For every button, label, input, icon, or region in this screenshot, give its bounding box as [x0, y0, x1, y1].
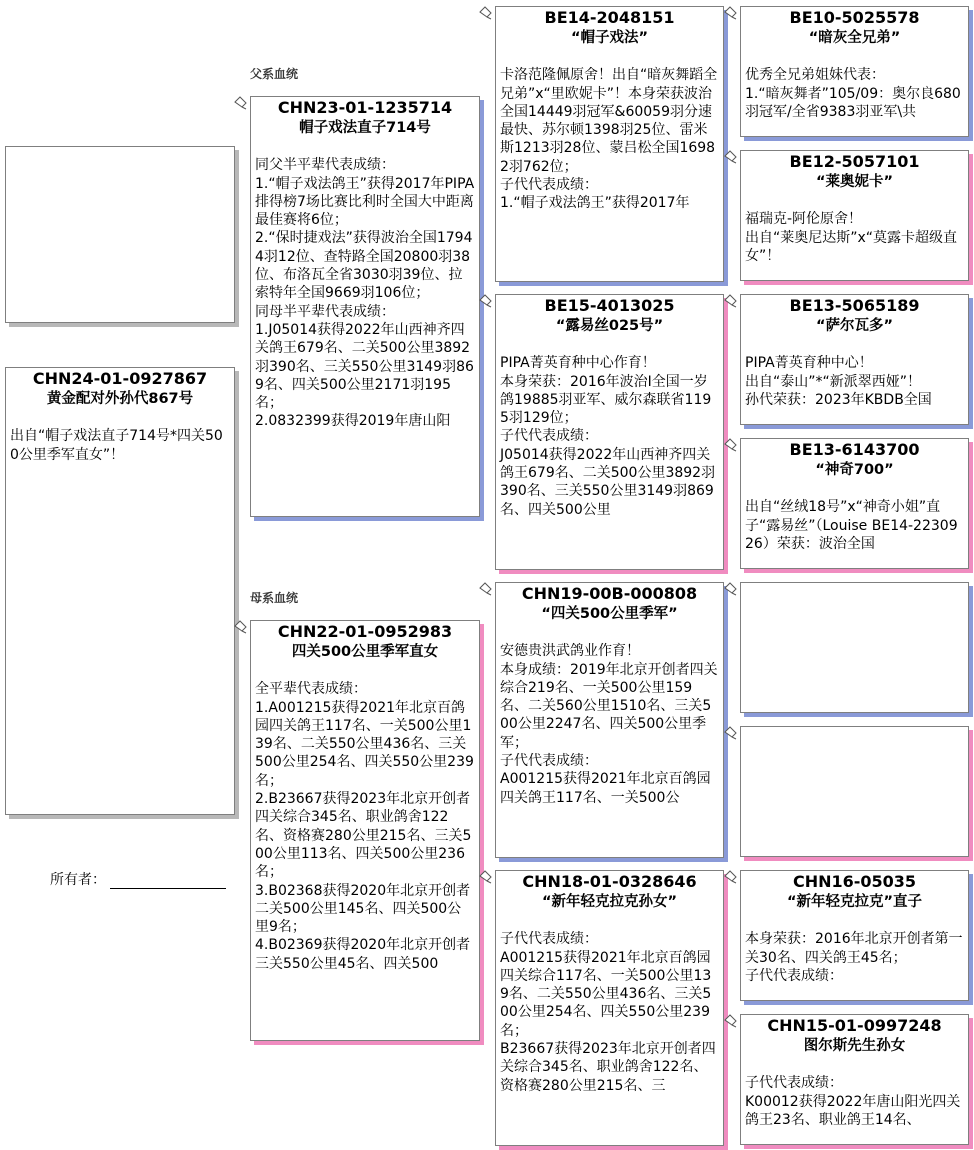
ggp-5-card-empty	[740, 582, 969, 713]
sire-card	[250, 96, 480, 517]
ggp2-ring: BE12-5057101	[789, 152, 920, 171]
connector-icon	[479, 294, 493, 308]
connector-icon	[724, 438, 738, 452]
ggp-6-card-empty	[740, 726, 969, 857]
dam-text: 全平辈代表成绩： 1.A001215获得2021年北京百鸽园四关鸽王117名、一关500公里139名、二关550公里436名、三关500公里254名、四关550公里239名； 2.B23667获得2023年北京开创者四关综合345名、职业鸽舍122名、资格赛280公里215名、三关500公里113名、四关500公里236名； 3.B02368获得2020年北京开创者二关500公里145名、四关500公里9名； 4.B02369获得2020年北京开创者三关550公里45名、四关500	[255, 681, 474, 972]
ggp-7-card	[740, 870, 969, 1001]
ggp-3-card	[740, 294, 969, 425]
gp-ds-name: “四关500公里季军”	[541, 606, 678, 622]
grandsire-paternal-card	[495, 6, 724, 282]
ggp4-text: 出自“丝绒18号”x“神奇小姐”直子“露易丝”（Louise BE14-2230926）荣获：波治全国	[745, 499, 958, 552]
gp-ds-text: 安德贵洪武鸽业作育！ 本身成绩：2019年北京开创者四关综合219名、一关500公里159名、二关560公里1510名、三关500公里2247名、四关500公里季军； 子代代表成绩： A001215获得2021年北京百鸽园四关鸽王117名、一关500公	[500, 643, 718, 806]
ggp8-text: 子代代表成绩： K00012获得2022年唐山阳光四关鸽王23名、职业鸽王14名、	[745, 1075, 961, 1128]
ggp8-ring: CHN15-01-0997248	[767, 1016, 942, 1035]
ggp-1-card	[740, 6, 969, 137]
gp-dd-ring: CHN18-01-0328646	[522, 872, 697, 891]
subject-name: 黄金配对外孙代867号	[46, 391, 194, 407]
maternal-label: 母系血统	[250, 591, 299, 605]
sire-ring: CHN23-01-1235714	[277, 98, 453, 117]
connector-icon	[724, 150, 738, 164]
connector-icon	[724, 1014, 738, 1028]
connector-icon	[724, 6, 738, 20]
gp-ss-name: “帽子戏法”	[570, 30, 649, 46]
gp-sd-text: PIPA菁英育种中心作育！ 本身荣获：2016年波治I全国一岁鸽19885羽亚军、威尔森联省1195羽129位； 子代代表成绩： J05014获得2022年山西神齐四关鸽王679名、二关500公里3892羽390名、三关550公里3149羽869名、四关500公里	[500, 355, 716, 518]
connector-icon	[724, 726, 738, 740]
gp-sd-name: “露易丝025号”	[555, 318, 664, 334]
gp-ds-ring: CHN19-00B-000808	[521, 584, 698, 603]
photo-placeholder	[5, 146, 235, 323]
owner-field	[50, 869, 226, 889]
sire-text: 同父半平辈代表成绩： 1.“帽子戏法鸽王”获得2017年PIPA排得榜7场比赛比利时全国大中距离最佳赛将6位； 2.“保时捷戏法”获得波治全国17944羽12位、查特路全国20800羽38位、布洛瓦全省3030羽39位、拉索特年全国9669羽106位； 同母半平辈代表成绩： 1.J05014获得2022年山西神齐四关鸽王679名、二关500公里3892羽390名、三关550公里3149羽869名、四关500公里2171羽195名； 2.0832399获得2019年唐山阳	[255, 157, 475, 430]
ggp7-ring: CHN16-05035	[792, 872, 917, 891]
ggp8-name: 图尔斯先生孙女	[803, 1038, 906, 1054]
dam-name: 四关500公里季军直女	[291, 644, 439, 660]
sire-name: 帽子戏法直子714号	[299, 120, 431, 136]
granddam-maternal-card	[495, 870, 724, 1146]
connector-icon	[234, 96, 248, 110]
gp-ss-ring: BE14-2048151	[544, 8, 675, 27]
ggp2-text: 福瑞克-阿伦原舍！ 出自“莱奥尼达斯”x“莫露卡超级直女”！	[745, 211, 958, 264]
owner-label: 所有者：	[50, 872, 106, 888]
gp-ss-text: 卡洛范隆佩原舍！出自“暗灰舞蹈全兄弟”x“里欧妮卡”！本身荣获波治全国14449羽冠军&60059羽分速最快、苏尔顿1398羽25位、雷米斯1213羽28位、蒙吕松全国16982羽762位； 子代代表成绩： 1.“帽子戏法鸽王”获得2017年	[500, 67, 718, 212]
connector-icon	[479, 870, 493, 884]
ggp4-name: “神奇700”	[815, 462, 894, 478]
gp-dd-name: “新年轻克拉克孙女”	[541, 894, 678, 910]
owner-blank-line	[110, 875, 226, 889]
ggp-8-card	[740, 1014, 969, 1145]
ggp-2-card	[740, 150, 969, 281]
ggp4-ring: BE13-6143700	[789, 440, 920, 459]
gp-sd-ring: BE15-4013025	[544, 296, 675, 315]
paternal-label: 父系血统	[250, 67, 299, 81]
subject-ring: CHN24-01-0927867	[32, 369, 208, 388]
ggp7-text: 本身荣获：2016年北京开创者第一关30名、四关鸽王45名； 子代代表成绩：	[745, 931, 963, 984]
grandsire-maternal-card	[495, 582, 724, 858]
dam-card	[250, 620, 480, 1041]
ggp2-name: “莱奥妮卡”	[815, 174, 894, 190]
ggp3-text: PIPA菁英育种中心！ 出自“泰山”*“新派翠西娅”！ 孙代荣获：2023年KBDB全国	[745, 355, 932, 408]
ggp1-ring: BE10-5025578	[789, 8, 920, 27]
granddam-paternal-card	[495, 294, 724, 570]
connector-icon	[724, 870, 738, 884]
subject-card	[5, 367, 235, 815]
subject-text: 出自“帽子戏法直子714号*四关500公里季军直女”！	[10, 428, 223, 463]
ggp-4-card	[740, 438, 969, 569]
connector-icon	[724, 294, 738, 308]
ggp7-name: “新年轻克拉克”直子	[786, 894, 923, 910]
ggp1-name: “暗灰全兄弟”	[808, 30, 901, 46]
dam-ring: CHN22-01-0952983	[277, 622, 453, 641]
connector-icon	[234, 620, 248, 634]
ggp3-name: “萨尔瓦多”	[815, 318, 894, 334]
ggp3-ring: BE13-5065189	[789, 296, 920, 315]
connector-icon	[479, 582, 493, 596]
connector-icon	[724, 582, 738, 596]
ggp1-text: 优秀全兄弟姐妹代表： 1.“暗灰舞者”105/09：奥尔良680羽冠军/全省9383羽亚军\共	[745, 67, 961, 120]
gp-dd-text: 子代代表成绩： A001215获得2021年北京百鸽园四关综合117名、一关500公里139名、二关550公里436名、三关500公里254名、四关550公里239名； B23667获得2023年北京开创者四关综合345名、职业鸽舍122名、资格赛280公里215名、三	[500, 931, 716, 1094]
connector-icon	[479, 6, 493, 20]
